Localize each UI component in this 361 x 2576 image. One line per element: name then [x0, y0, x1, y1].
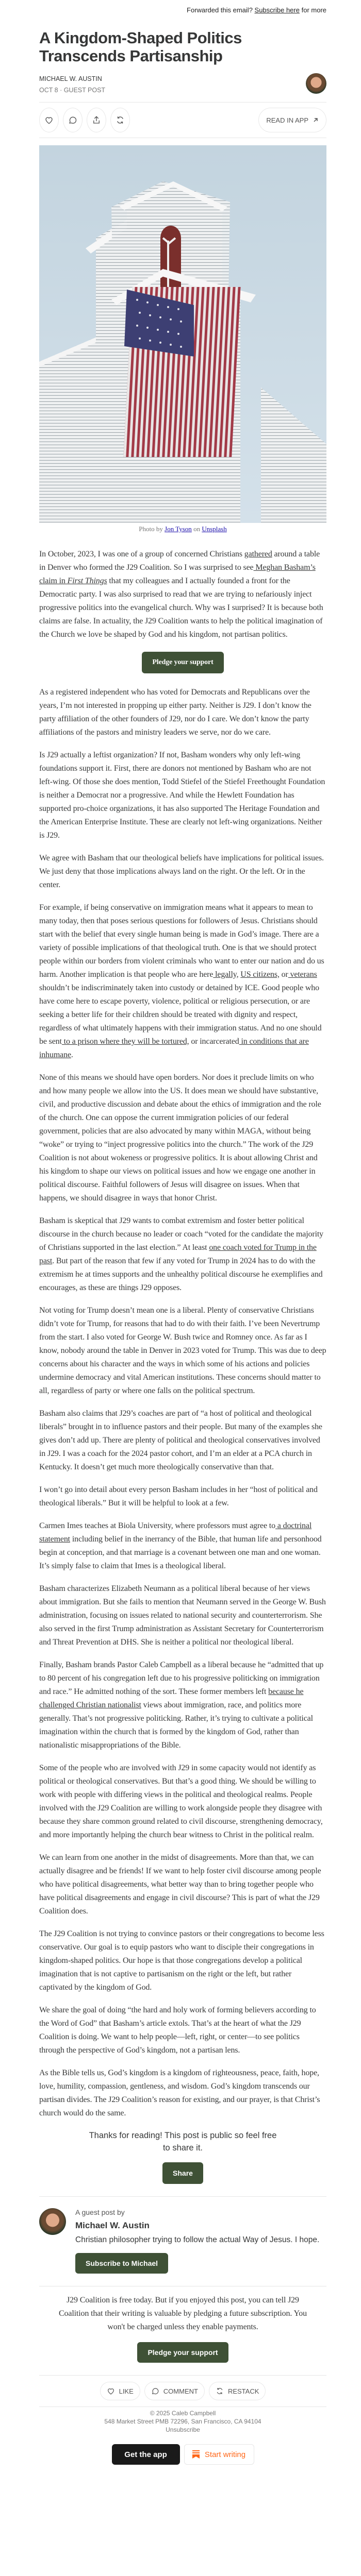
- photographer-link[interactable]: Jon Tyson: [165, 525, 192, 533]
- bio-author-name[interactable]: Michael W. Austin: [75, 2221, 150, 2230]
- pledge-note: J29 Coalition is free today. But if you enjoyed this post, you can tell J29 Coalition that their writing is valuable by pledging a future subscription. You won't be charged unless they enable payments.: [59, 2296, 307, 2331]
- arrow-up-right-icon: [313, 117, 319, 123]
- article-paragraph: [39, 2066, 326, 2120]
- article-paragraph: [39, 1519, 326, 1573]
- footer-like-button[interactable]: [100, 2382, 140, 2400]
- inline-link[interactable]: legally,: [213, 970, 239, 979]
- inline-link[interactable]: Meghan Basham’s claim in: [39, 563, 316, 585]
- post-title: A Kingdom-Shaped Politics Transcends Partisanship: [39, 29, 242, 65]
- forwarded-text: Forwarded this email?: [187, 6, 255, 14]
- inline-link[interactable]: US citizens,: [240, 970, 280, 979]
- paragraph-text: Carmen Imes teaches at Biola University, where professors must agree to: [39, 1521, 275, 1530]
- start-writing-button[interactable]: [184, 2444, 254, 2465]
- restack-label: RESTACK: [227, 2387, 259, 2395]
- paragraph-text: views about immigration, race, and politics more generally. That’s not progressive politicking. Rather, it’s trying to cultivate a political imagination within the church that is formed by the kingdom of God, rather than nationalistic misappropriations of the Bible.: [39, 1701, 313, 1750]
- paragraph-text: around a table in Denver who formed the J29 Coalition. So I was surprised to see: [39, 550, 320, 572]
- author-avatar[interactable]: [306, 73, 326, 94]
- share-button[interactable]: [87, 108, 106, 132]
- author-bio-avatar[interactable]: [39, 2208, 66, 2235]
- heart-icon: [107, 2387, 115, 2395]
- author-name[interactable]: MICHAEL W. AUSTIN: [39, 75, 102, 82]
- separator: ·: [58, 87, 64, 94]
- copyright: © 2025 Caleb Campbell: [150, 2410, 216, 2417]
- inline-link[interactable]: First Things: [67, 577, 107, 585]
- inline-link[interactable]: gathered: [244, 550, 272, 558]
- inline-link[interactable]: to a prison where they will be tortured,: [61, 1037, 189, 1046]
- paragraph-text: Basham also claims that J29’s coaches are part of “a host of political and theological liberals” brought in to influence pastors and their people. But many of the examples she gives don’t add up. There are plenty of political and theological conservatives involved in J29. I was a coach for the 2024 pastor cohort, and I’m an elder at a PCA church in Kentucky. It doesn’t get much more theologically conservative than that.: [39, 1409, 322, 1471]
- paragraph-text: As the Bible tells us, God’s kingdom is a kingdom of righteousness, peace, faith, hope, love, humility, compassion, gentleness, and wisdom. God’s kingdom transcends our partisan divides. The J29 Coalition’s reason for existing, and our prayer, is that Christ’s church would do the same.: [39, 2069, 320, 2117]
- footer: [39, 2407, 326, 2434]
- paragraph-text: None of this means we should have open borders. Nor does it preclude limits on who and how many people we allow into the US. It does mean we should have substantive, civil, and productive discussion and debate about the ethics of immigration and the role of the church. One can oppose the current immigration policies of our federal government, policies that are also advocated by many within MAGA, without being “woke” or trying to “inject progressive politics into the church.” The work of the J29 Coalition is not about wokeness or progressive politics. It is about allowing Christ and his kingdom to shape our views on political issues and how we engage one another in political discourse. Faithful followers of Jesus will disagree on issues. When that happens, we should disagree in ways that honor Christ.: [39, 1073, 321, 1202]
- article-paragraph: [39, 901, 326, 1062]
- article-paragraph: [39, 1927, 326, 1994]
- read-in-app-button[interactable]: [258, 108, 326, 132]
- post-date-line: [39, 87, 326, 94]
- paragraph-text: We share the goal of doing “the hard and holy work of forming believers according to the Word of God” that Basham’s article extols. That’s at the heart of what the J29 Coalition is doing. We want to help people—left, right, or center—to see politics through the perspective of God’s kingdom, not a partisan lens.: [39, 2006, 316, 2055]
- app-buttons: [39, 2444, 326, 2468]
- subscribe-here-link[interactable]: Subscribe here: [254, 6, 300, 14]
- read-in-app-label: READ IN APP: [266, 116, 308, 124]
- paragraph-text: Is J29 actually a leftist organization? If not, Basham wonders why only left-wing foundations support it. First, there are donors not mentioned by Basham who are not left-wing. Of those she does mention, Todd Stiefel of the Stiefel Freethought Foundation is neither a Democrat nor a progressive. And while the Hewlett Foundation has supported pro-choice organizations, it has also supported The Heritage Foundation and the American Enterprise Institute. These are clearly not left-wing organizations. Neither is J29.: [39, 751, 325, 840]
- get-the-app-button[interactable]: Get the app: [112, 2444, 180, 2465]
- article-paragraph: [39, 1582, 326, 1649]
- forwarded-notice: [39, 0, 326, 16]
- article-paragraph: [39, 1304, 326, 1398]
- paragraph-text: or: [279, 970, 288, 979]
- paragraph-text: shouldn’t be indiscriminately taken into custody or detained by ICE. Good people who have come here to escape poverty, violence, political or religious persecution, or are seeking a better life for their children should be treated with dignity and respect, regardless of what ultimately happens with their immigration status. And no one should be sent: [39, 984, 322, 1046]
- guest-post-label: A guest post by: [75, 2208, 125, 2216]
- article-paragraph: [39, 1851, 326, 1918]
- article-paragraph: [39, 548, 326, 641]
- paragraph-text: We agree with Basham that our theological beliefs have implications for political issues. We just deny that those implications always land on the right. Or the left. Or in the center.: [39, 854, 324, 889]
- paragraph-text: Some of the people who are involved with J29 in some capacity would not identify as political or theological conservatives. But that’s a good thing. We should be willing to work with people with differing views in the political and theological realms. People involved with the J29 Coalition are willing to work alongside people they disagree with because they share common ground related to civil discourse, strengthening democracy, and more importantly helping the church bear witness to Christ in the political realm.: [39, 1764, 323, 1839]
- like-button[interactable]: [39, 108, 59, 132]
- paragraph-text: Basham is skeptical that J29 wants to combat extremism and foster better political discourse in the church because no leader or coach “voted for the candidate the majority of Christians supported in the last election.” At least: [39, 1216, 324, 1252]
- paragraph-text: that my colleagues and I actually founded a front for the Democratic party. I was also surprised to read that we are trying to nefariously inject progressive politics into the evangelical church. Why was I surprised? It is because both claims are false. In actuality, the J29 Coalition wants to help the political imagination of the Church we love be shaped by God and his kingdom, not partisan politics.: [39, 577, 323, 639]
- paragraph-text: Basham characterizes Elizabeth Neumann as a political liberal because of her views about immigration. But she fails to mention that Neumann served in the George W. Bush administration, focusing on issues related to national security and counterterrorism. She also served in the first Trump administration as Assistant Secretary for Counterterrorism and Threat Prevention at DHS. She is neither a political nor theological liberal.: [39, 1584, 326, 1647]
- subscribe-to-author-button[interactable]: Subscribe to Michael: [75, 2253, 168, 2274]
- unsplash-link[interactable]: Unsplash: [202, 525, 227, 533]
- restack-button[interactable]: [110, 108, 130, 132]
- author-bio: [39, 2197, 326, 2286]
- restack-icon: [216, 2387, 224, 2395]
- like-label: LIKE: [119, 2387, 134, 2395]
- inline-link[interactable]: veterans: [288, 970, 317, 979]
- address: 548 Market Street PMB 72296, San Francisco, CA 94104: [104, 2418, 261, 2425]
- post-actions: [39, 103, 326, 138]
- article-paragraph: [39, 1214, 326, 1295]
- inline-link[interactable]: one coach voted for Trump in the past: [39, 1243, 317, 1265]
- restack-icon: [116, 115, 125, 125]
- comment-button[interactable]: [63, 108, 83, 132]
- pledge-support-button[interactable]: Pledge your support: [142, 652, 223, 673]
- paragraph-text: I won’t go into detail about every person Basham includes in her “host of political and theological liberals.” But it will be helpful to look at a few.: [39, 1485, 318, 1507]
- article-paragraph: [39, 2004, 326, 2057]
- comment-icon: [151, 2387, 159, 2395]
- paragraph-text: As a registered independent who has voted for Democrats and Republicans over the years, I’m not interested in propping up either party. Neither is J29. I don’t know the party affiliation of the other founders of J29, nor do I care. We don’t know the party affiliations of the pastors and ministry leaders we serve, nor do we care.: [39, 688, 311, 737]
- article-paragraph: [39, 852, 326, 892]
- bio-description: Christian philosopher trying to follow the actual Way of Jesus. I hope.: [75, 2235, 320, 2244]
- share-prompt: Thanks for reading! This post is public so feel free to share it.: [89, 2131, 277, 2153]
- forwarded-suffix: for more: [299, 6, 326, 14]
- post-meta: [39, 75, 326, 102]
- article-paragraph: [39, 1071, 326, 1205]
- caption-prefix: Photo by: [139, 525, 165, 533]
- article-paragraph: [39, 749, 326, 842]
- email-container: [39, 0, 326, 2468]
- pledge-container: [39, 652, 326, 673]
- paragraph-text: . But part of the reason that few if any voted for Trump in 2024 has to do with the extremism he at times supports and the unhealthy political discourse he exemplifies and encourages, as these are things J29 opposes.: [39, 1257, 323, 1292]
- unsubscribe-link[interactable]: Unsubscribe: [166, 2426, 200, 2433]
- inline-link[interactable]: in conditions that are inhumane: [39, 1037, 309, 1059]
- church-steeple-flag-photo[interactable]: [39, 145, 326, 523]
- photo-caption: [39, 525, 326, 533]
- post-date: OCT 8: [39, 87, 58, 94]
- article-body: [39, 548, 326, 2120]
- paragraph-text: In October, 2023, I was one of a group of concerned Christians: [39, 550, 244, 558]
- comment-label: COMMENT: [163, 2387, 198, 2395]
- paragraph-text: We can learn from one another in the midst of disagreements. More than that, we can actually disagree and be friends! If we want to help foster civil discourse among people who have political disagreements, what better way than to bring together people who have political disagreements and engage in civil discourse? This is part of what the J29 Coalition does.: [39, 1853, 321, 1916]
- paragraph-text: or incarcerated: [189, 1037, 239, 1046]
- paragraph-text: For example, if being conservative on immigration means what it appears to mean to many today, then that poses serious questions for followers of Jesus. Christians should start with the belief that every single human being is made in God’s image. There are a variety of possible implications of that theological truth. One is that we should protect people within our borders from violent criminals who want to enter our nation and do us harm. Another implication is that people who are here: [39, 903, 324, 979]
- article-paragraph: [39, 1761, 326, 1842]
- paragraph-text: The J29 Coalition is not trying to convince pastors or their congregations to become less conservative. Our goal is to equip pastors who want to disciple their congregations in kingdom-shaped politics. Our hope is that those congregations develop a political imagination that is not captive to partisanism on the right or the left, but rather captivated by the kingdom of God.: [39, 1929, 324, 1992]
- article-paragraph: [39, 1407, 326, 1474]
- substack-logo-icon: [192, 2450, 200, 2459]
- article-paragraph: [39, 1483, 326, 1510]
- paragraph-text: including belief in the inerrancy of the Bible, that human life and personhood begin at conception, and that marriage is a covenant between one man and one woman. It’s simply false to claim that Imes is a theological liberal.: [39, 1535, 322, 1570]
- article-paragraph: [39, 1658, 326, 1752]
- share-icon: [92, 115, 101, 125]
- heart-icon: [44, 115, 54, 125]
- inline-link[interactable]: a doctrinal statement: [39, 1521, 312, 1544]
- inline-link[interactable]: because he challenged Christian nationalist: [39, 1687, 304, 1709]
- comment-icon: [68, 115, 77, 125]
- start-writing-label: Start writing: [204, 2450, 246, 2459]
- paragraph-text: Finally, Basham brands Pastor Caleb Campbell as a liberal because he “admitted that up to 80 percent of his congregation left due to his progressive politicking on immigration and race.” He admitted nothing of the sort. These former members left: [39, 1660, 324, 1696]
- article-paragraph: [39, 686, 326, 739]
- paragraph-text: .: [71, 1050, 73, 1059]
- post-category: GUEST POST: [63, 87, 106, 94]
- paragraph-text: Not voting for Trump doesn’t mean one is a liberal. Plenty of conservative Christians didn’t vote for Trump, for reasons that had to do with their faith. I’ve been Nevertrump from the start. I also voted for George W. Bush twice and Romney once. As far as I know, nobody around the table in Denver in 2023 voted for Trump. This was due to deep concerns about his character and the ways in which some of his actions and policies undermine democracy and vital American institutions. These concerns should matter to all, regardless of party or where one falls on the political spectrum.: [39, 1306, 326, 1395]
- pledge-support-button-footer[interactable]: Pledge your support: [137, 2342, 228, 2363]
- footer-actions: [39, 2376, 326, 2406]
- share-post-button[interactable]: Share: [162, 2162, 203, 2184]
- footer-restack-button[interactable]: [209, 2382, 266, 2400]
- caption-mid: on: [191, 525, 202, 533]
- footer-comment-button[interactable]: [144, 2382, 205, 2400]
